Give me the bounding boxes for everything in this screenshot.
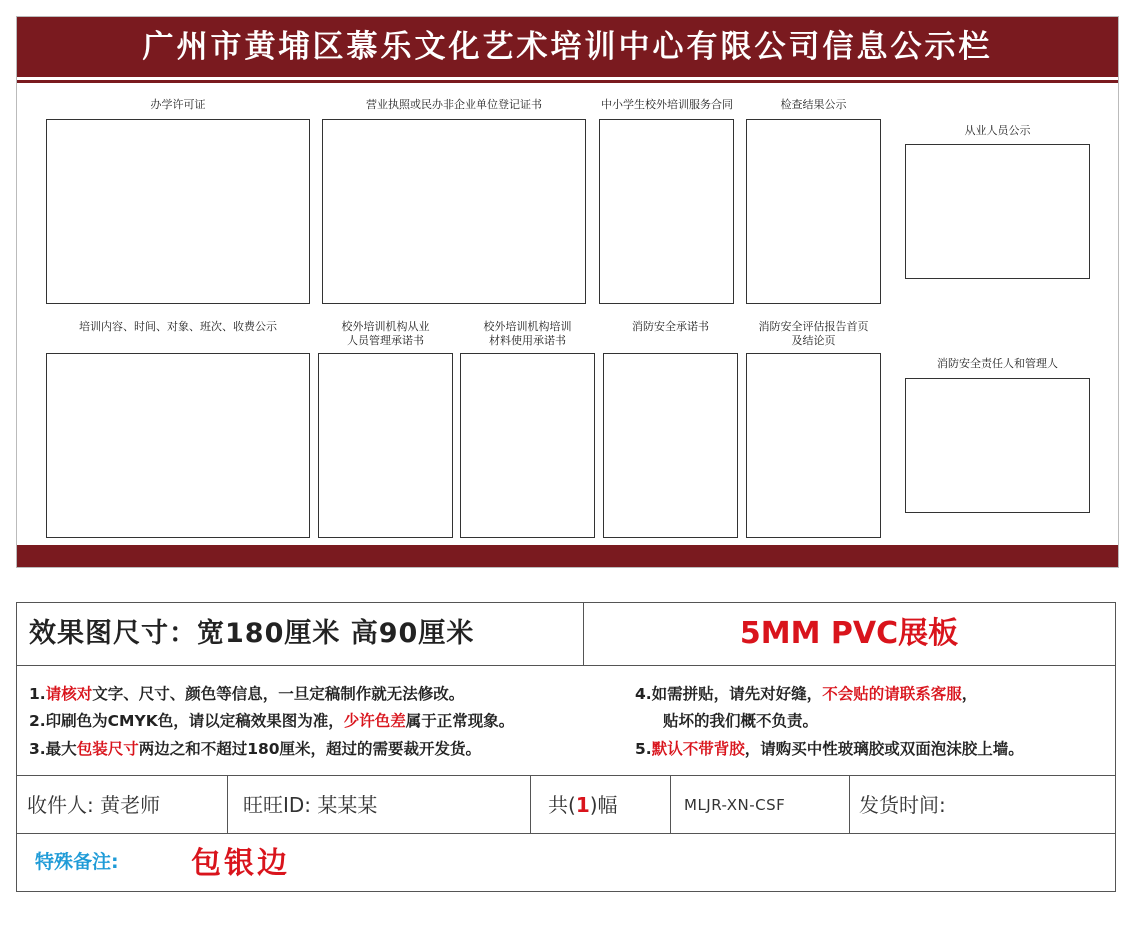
slot-label-service-contract: 中小学生校外培训服务合同 [601, 98, 733, 111]
note-text: 4.如需拼贴，请先对好缝， [635, 685, 823, 703]
row-divider [17, 665, 1115, 666]
col-divider [227, 775, 228, 833]
slot-label-fire-report [741, 320, 886, 348]
count-prefix: 共( [548, 793, 576, 817]
note-highlight: 默认不带背胶 [651, 740, 745, 758]
count-value: 1 [575, 793, 590, 817]
ship-time-label: 发货时间: [859, 793, 946, 817]
row-divider [17, 833, 1115, 834]
note-text: ， [961, 685, 978, 703]
col-divider [849, 775, 850, 833]
slot-box-school-license [46, 119, 310, 304]
slot-label-material-commitment [460, 320, 595, 348]
slot-label-fire-commitment: 消防安全承诺书 [632, 320, 709, 333]
slot-label-inspection-results: 检查结果公示 [780, 98, 847, 111]
note-text: 3.最大 [29, 740, 77, 758]
header-divider [17, 80, 1118, 83]
slot-box-staff-commitment [318, 353, 453, 538]
remark-label: 特殊备注: [35, 851, 119, 873]
remark-value: 包银边 [191, 846, 290, 881]
row-divider [17, 775, 1115, 776]
note-highlight: 少许色差 [343, 712, 406, 730]
count-suffix: )幅 [589, 793, 618, 817]
note-text: 两边之和不超过180厘米，超过的需要裁开发货。 [138, 740, 482, 758]
slot-box-business-license [322, 119, 586, 304]
size-label: 效果图尺寸：宽180厘米 高90厘米 [29, 618, 475, 649]
note-text: ，请购买中性玻璃胶或双面泡沫胶上墙。 [744, 740, 1024, 758]
recipient-field: 收件人: 黄老师 [27, 793, 161, 817]
note-5 [635, 736, 1024, 762]
slot-box-fire-report [746, 353, 881, 538]
note-text: 5. [635, 740, 652, 758]
notice-board [16, 16, 1119, 568]
slot-label-fire-manager: 消防安全责任人和管理人 [937, 357, 1058, 370]
board-footer [17, 545, 1118, 567]
order-info-table [16, 602, 1116, 892]
note-highlight: 不会贴的请联系客服 [822, 685, 962, 703]
note-4 [635, 681, 977, 707]
slot-box-inspection-results [746, 119, 881, 304]
slot-label-line: 人员管理承诺书 [347, 334, 424, 347]
slot-box-material-commitment [460, 353, 595, 538]
note-text: 2.印刷色为CMYK色，请以定稿效果图为准， [29, 712, 344, 730]
slot-label-staff-commitment [318, 320, 453, 348]
piece-count [548, 777, 618, 833]
col-divider [670, 775, 671, 833]
note-text: 文字、尺寸、颜色等信息，一旦定稿制作就无法修改。 [92, 685, 465, 703]
note-1 [29, 681, 464, 707]
note-3 [29, 736, 481, 762]
note-highlight: 请核对 [45, 685, 93, 703]
slot-box-staff [905, 144, 1090, 279]
slot-label-school-license: 办学许可证 [150, 98, 206, 111]
slot-label-line: 校外培训机构从业 [341, 320, 430, 333]
slot-box-service-contract [599, 119, 734, 304]
col-divider [530, 775, 531, 833]
note-text: 属于正常现象。 [405, 712, 515, 730]
note-2 [29, 708, 514, 734]
slot-label-line: 材料使用承诺书 [489, 334, 566, 347]
slot-label-business-license: 营业执照或民办非企业单位登记证书 [366, 98, 542, 111]
wangwang-id-field: 旺旺ID: 某某某 [243, 793, 378, 817]
note-text: 1. [29, 685, 46, 703]
slot-label-training-content: 培训内容、时间、对象、班次、收费公示 [79, 320, 277, 333]
slot-label-line: 校外培训机构培训 [483, 320, 572, 333]
material-label: 5MM PVC展板 [739, 616, 959, 651]
note-highlight: 包装尺寸 [76, 740, 139, 758]
slot-box-training-content [46, 353, 310, 538]
slot-label-line: 及结论页 [791, 334, 836, 347]
slot-label-line: 消防安全评估报告首页 [758, 320, 869, 333]
note-4-line2: 贴坏的我们概不负责。 [663, 712, 819, 730]
slot-box-fire-manager [905, 378, 1090, 513]
slot-box-fire-commitment [603, 353, 738, 538]
product-code: MLJR-XN-CSF [684, 796, 786, 814]
board-title: 广州市黄埔区慕乐文化艺术培训中心有限公司信息公示栏 [142, 29, 993, 65]
slot-label-staff: 从业人员公示 [964, 124, 1031, 137]
